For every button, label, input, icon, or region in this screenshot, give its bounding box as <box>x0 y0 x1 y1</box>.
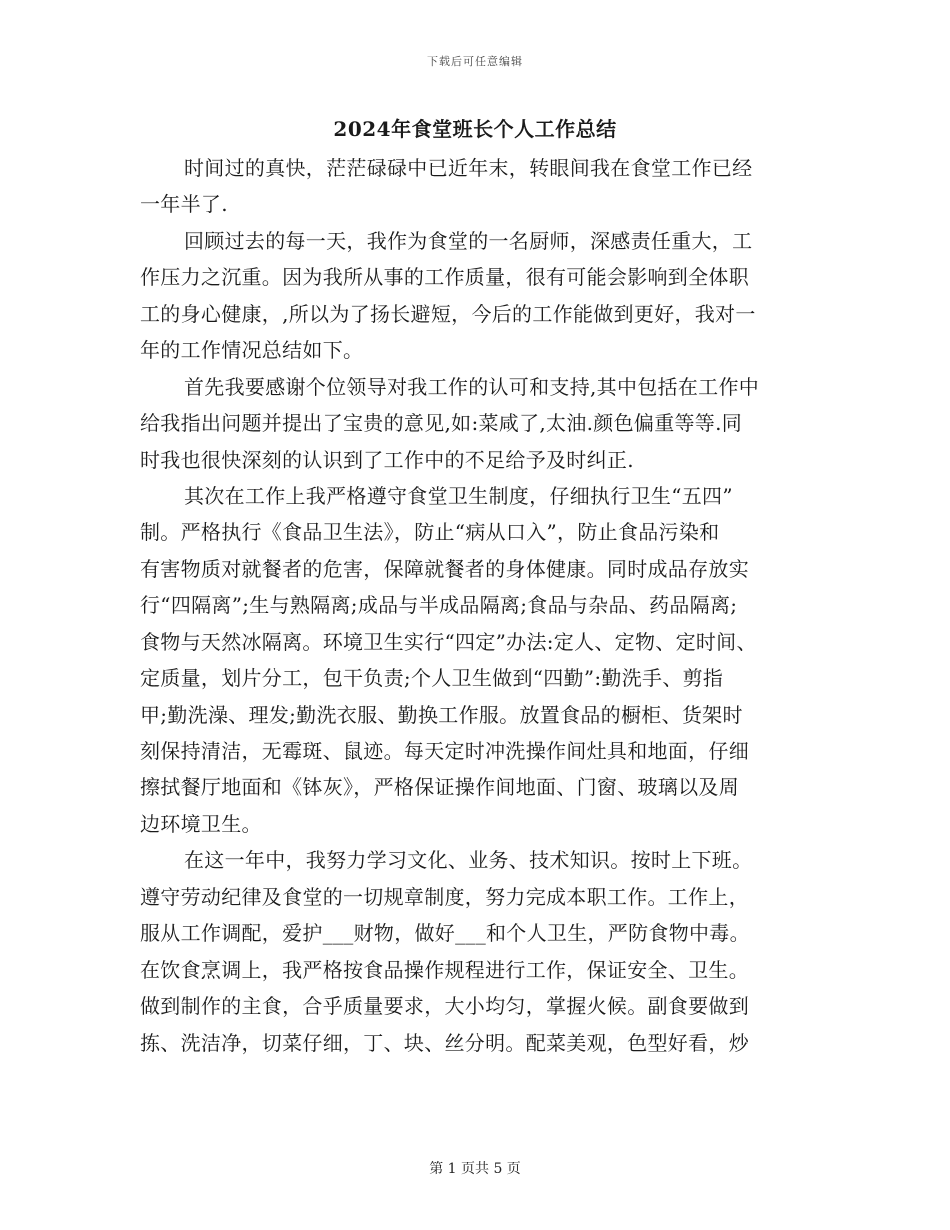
paragraph-4 <box>140 478 816 842</box>
text-line: 行“四隔离”;生与熟隔离;成品与半成品隔离;食品与杂品、药品隔离; <box>140 593 738 618</box>
document-title: 2024年食堂班长个人工作总结 <box>333 117 617 141</box>
text-line: 制。严格执行《食品卫生法》，防止“病从口入”，防止食品污染和 <box>140 520 720 545</box>
text-line: 工的身心健康，,所以为了扬长避短，今后的工作能做到更好，我对一 <box>140 301 756 326</box>
text-line: 做到制作的主食，合乎质量要求，大小均匀，掌握火候。副食要做到 <box>140 994 749 1019</box>
text-line: 给我指出问题并提出了宝贵的意见,如:菜咸了,太油.颜色偏重等等.同 <box>140 411 743 436</box>
page-number-footer: 第 1 页共 5 页 <box>429 1161 521 1177</box>
text-line: 刻保持清洁，无霉斑、鼠迹。每天定时冲洗操作间灶具和地面，仔细 <box>140 739 749 763</box>
text-line: 拣、洗洁净，切菜仔细，丁、块、丝分明。配菜美观，色型好看，炒 <box>140 1030 749 1055</box>
text-line: 一年半了. <box>140 192 228 217</box>
text-line: 食物与天然冰隔离。环境卫生实行“四定”办法:定人、定物、定时间、 <box>140 629 757 654</box>
text-line: 有害物质对就餐者的危害，保障就餐者的身体健康。同时成品存放实 <box>140 556 749 581</box>
text-line: 首先我要感谢个位领导对我工作的认可和支持,其中包括在工作中 <box>184 374 760 399</box>
text-line: 作压力之沉重。因为我所从事的工作质量，很有可能会影响到全体职 <box>140 265 749 290</box>
text-line: 时我也很快深刻的认识到了工作中的不足给予及时纠正. <box>140 447 634 472</box>
document-body <box>140 150 816 1061</box>
text-line: 在饮食烹调上，我严格按食品操作规程进行工作，保证安全、卫生。 <box>140 957 749 982</box>
header-note: 下载后可任意编辑 <box>427 55 523 68</box>
text-line: 服从工作调配，爱护___财物，做好___和个人卫生，严防食物中毒。 <box>140 921 750 946</box>
text-line: 其次在工作上我严格遵守食堂卫生制度，仔细执行卫生“五四” <box>184 483 733 508</box>
text-line: 时间过的真快，茫茫碌碌中已近年末，转眼间我在食堂工作已经 <box>184 156 753 180</box>
text-line: 在这一年中，我努力学习文化、业务、技术知识。按时上下班。 <box>184 848 753 873</box>
paragraph-3 <box>140 369 816 478</box>
paragraph-2 <box>140 223 816 369</box>
paragraph-1 <box>140 150 816 223</box>
text-line: 擦拭餐厅地面和《钵灰》，严格保证操作间地面、门窗、玻璃以及周 <box>140 775 739 800</box>
text-line: 定质量，划片分工，包干负责;个人卫生做到“四勤”:勤洗手、剪指 <box>140 666 724 691</box>
text-line: 遵守劳动纪律及食堂的一切规章制度，努力完成本职工作。工作上， <box>140 884 749 909</box>
text-line: 甲;勤洗澡、理发;勤洗衣服、勤换工作服。放置食品的橱柜、货架时 <box>140 702 743 727</box>
text-line: 回顾过去的每一天，我作为食堂的一名厨师，深感责任重大，工 <box>184 228 753 253</box>
text-line: 年的工作情况总结如下。 <box>140 338 364 363</box>
text-line: 边环境卫生。 <box>140 811 262 836</box>
paragraph-5 <box>140 842 816 1061</box>
